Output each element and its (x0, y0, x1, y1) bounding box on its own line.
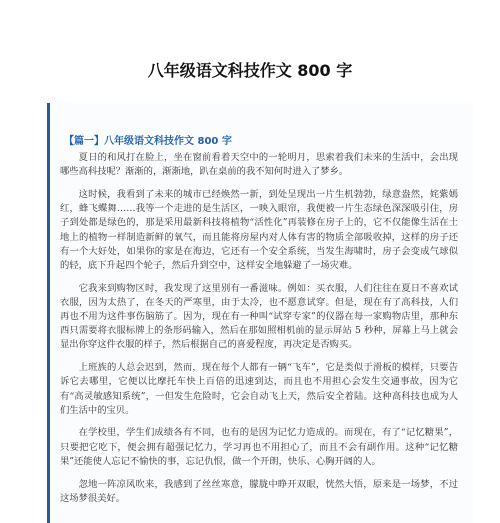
paragraph-1: 夏日的和风打在脸上，坐在窗前看着天空中的一轮明月，思索着我们未来的生活中，会出现哪些高科技呢？渐渐的，渐渐地，趴在桌前的我不知何时进入了梦乡。 (60, 152, 458, 178)
paragraph-5: 在学校里，学生们成绩各有不同，也有的是因为记忆力造成的。而现在，有了“记忆糖果”，只要把它吃下，便会拥有超强记忆力，学习再也不用担心了，而且不会有副作用。这种“记忆糖果”还能使人忘记不愉快的事，忘记仇恨，做一个开朗，快乐、心胸开阔的人。 (60, 427, 458, 467)
article-body (60, 151, 458, 514)
paragraph-2: 这时候，我看到了未来的城市已经焕然一新，到处呈现出一片生机勃勃，绿意盎然，姹紫嫣红，蜂飞蝶舞……我等一个走进的是生活区，一映入眼帘，我便被一片生态绿色深深吸引住，房子到处都是绿色的，那是采用最新科技将植物“活性化”再装修在房子上的，它不仅能像生活在土地上的植物一样制造新鲜的氧气，而且能将房屋内对人体有害的物质全部吸收掉，这样的房子还有一个大好处，如果你的家是在海边，它还有一个安全系统，当发生海啸时，房子会变成气球似的轻，底下升起四个轮子，然后升到空中，这样安全地躲避了一场灾难。 (60, 188, 458, 271)
paragraph-6: 忽地一阵凉风吹来，我感到了丝丝寒意，朦胧中睁开双眼，恍然大悟，原来是一场梦，不过这场梦很美好。 (60, 478, 458, 504)
paragraph-4: 上班族的人总会迟到，然而，现在每个人都有一辆“飞车”，它是类似于滑板的模样，只要告诉它去哪里，它便以比摩托车快上百倍的迅速到达，而且也不用担心会发生交通事故，因为它有“高灵敏感知系统”，一但发生危险时，它会自动飞上天，然后安全着陆。这种高科技也成为人们生活中的宝贝。 (60, 362, 458, 416)
page-title: 八年级语文科技作文 800 字 (147, 61, 353, 80)
section-heading: 【篇一】八年级语文科技作文 800 字 (64, 136, 232, 147)
article-box (47, 103, 473, 523)
paragraph-3: 它我来到购物区时，我发现了这里别有一番滋味。例如：买衣服，人们往往在夏日不喜欢试衣服，因为太热了，在冬天的严寒里，由于太冷，也不愿意试穿。但是，现在有了高科技，人们再也不用为这件事伤脑筋了。因为，现在有一种叫“试穿专家”的仪器在每一家购物店里，那种东西只需要将衣服标牌上的条形码输入，然后在那如照相机前的显示屏站 5 秒种，屏幕上马上就会显出你穿这件衣服的样子，然后根据自己的喜爱程度，再决定是否购买。 (60, 282, 458, 351)
